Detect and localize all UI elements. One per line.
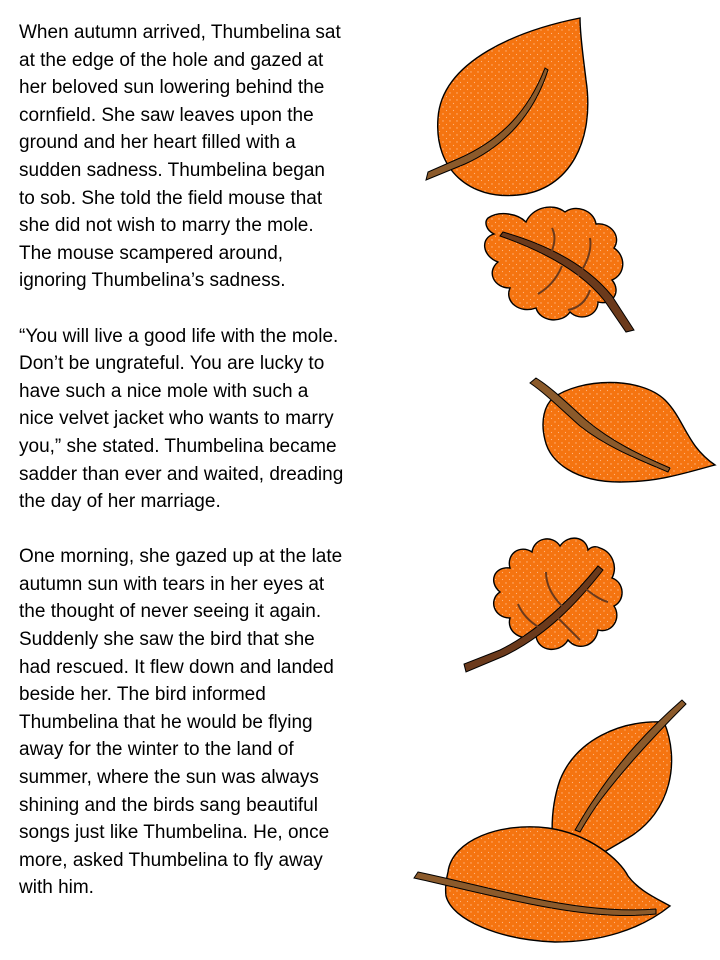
story-line: When autumn arrived, Thumbelina sat	[19, 22, 341, 43]
story-line: have such a nice mole with such a	[19, 380, 309, 402]
story-line: “You will live a good life with the mole.	[19, 325, 339, 347]
leaf-oak-lower	[464, 538, 622, 672]
leaf-oval-top	[426, 18, 588, 196]
story-line: beside her. The bird informed	[19, 684, 266, 706]
story-line: sadder than ever and waited, dreading	[19, 463, 344, 485]
story-line: sudden sadness. Thumbelina began	[19, 159, 325, 181]
story-line: more, asked Thumbelina to fly away	[19, 849, 323, 871]
story-line: the day of her marriage.	[19, 491, 221, 513]
story-line: songs just like Thumbelina. He, once	[19, 822, 330, 844]
story-line: Don’t be ungrateful. You are lucky to	[19, 353, 325, 375]
story-line: had rescued. It flew down and landed	[19, 656, 334, 678]
story-line: cornfield. She saw leaves upon the	[19, 104, 314, 126]
story-line: The mouse scampered around,	[19, 242, 284, 264]
story-line: she did not wish to marry the mole.	[19, 215, 314, 237]
story-line: Thumbelina that he would be flying	[19, 711, 313, 733]
story-line: away for the winter to the land of	[19, 739, 294, 761]
story-line: at the edge of the hole and gazed at	[19, 49, 324, 71]
leaf-oval-bottom-left	[414, 827, 670, 942]
story-line: ignoring Thumbelina’s sadness.	[19, 270, 286, 292]
story-line: autumn sun with tears in her eyes at	[19, 573, 325, 595]
story-line: shining and the birds sang beautiful	[19, 794, 318, 816]
story-line: the thought of never seeing it again.	[19, 601, 322, 623]
story-line: Suddenly she saw the bird that she	[19, 629, 315, 651]
story-line: you,” she stated. Thumbelina became	[19, 435, 337, 457]
story-line: nice velvet jacket who wants to marry	[19, 408, 334, 430]
leaf-oak-upper	[485, 207, 634, 332]
story-line: summer, where the sun was always	[19, 767, 319, 789]
story-line: ground and her heart filled with a	[19, 132, 296, 154]
story-line: to sob. She told the field mouse that	[19, 187, 323, 209]
leaf-oval-middle	[530, 378, 715, 482]
story-line: One morning, she gazed up at the late	[19, 546, 343, 568]
story-line: her beloved sun lowering behind the	[19, 77, 325, 99]
story-line: with him.	[19, 877, 94, 899]
